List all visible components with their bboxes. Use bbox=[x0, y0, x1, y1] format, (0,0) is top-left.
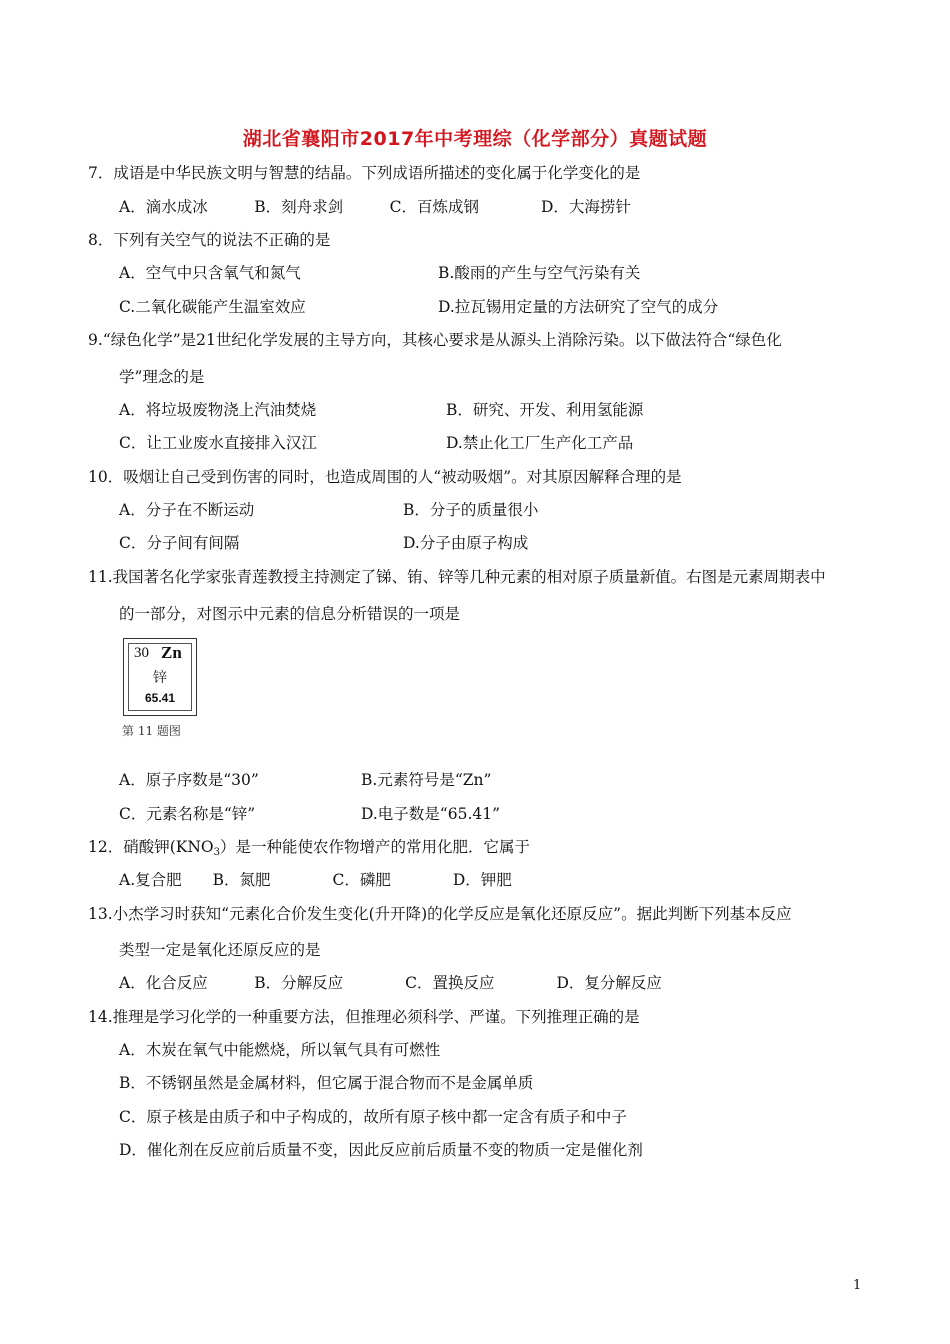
question-10-option-b: B．分子的质量很小 bbox=[403, 501, 539, 519]
question-14-option-a: A．木炭在氧气中能燃烧，所以氧气具有可燃性 bbox=[119, 1041, 441, 1059]
question-8-option-a: A．空气中只含氧气和氮气 bbox=[119, 264, 301, 282]
periodic-table-cell-figure bbox=[123, 638, 197, 716]
question-14-option-b: B．不锈钢虽然是金属材料，但它属于混合物而不是金属单质 bbox=[119, 1074, 534, 1092]
element-symbol: Zn bbox=[161, 643, 182, 662]
question-9-line-2: 学”理念的是 bbox=[119, 368, 205, 386]
page-title: 湖北省襄阳市2017年中考理综（化学部分）真题试题 bbox=[242, 128, 708, 150]
question-9-option-a: A．将垃圾废物浇上汽油焚烧 bbox=[119, 401, 317, 419]
question-11-option-b: B.元素符号是“Zn” bbox=[361, 771, 492, 789]
subscript: 3 bbox=[213, 847, 220, 858]
question-9-option-d: D.禁止化工厂生产化工产品 bbox=[446, 434, 634, 452]
figure-caption: 第 11 题图 bbox=[122, 724, 181, 738]
question-14-option-d: D．催化剂在反应前后质量不变，因此反应前后质量不变的物质一定是催化剂 bbox=[119, 1141, 643, 1159]
question-10-option-c: C．分子间有间隔 bbox=[119, 534, 240, 552]
question-8-option-b: B.酸雨的产生与空气污染有关 bbox=[438, 264, 641, 282]
question-7: 7．成语是中华民族文明与智慧的结晶。下列成语所描述的变化属于化学变化的是 bbox=[88, 164, 641, 182]
question-8-option-d: D.拉瓦锡用定量的方法研究了空气的成分 bbox=[438, 298, 719, 316]
question-11-option-a: A．原子序数是“30” bbox=[119, 771, 259, 789]
question-12-options: A.复合肥 B．氮肥 C．磷肥 D．钾肥 bbox=[119, 871, 512, 889]
question-13-options: A．化合反应 B．分解反应 C．置换反应 D．复分解反应 bbox=[119, 974, 662, 992]
element-name: 锌 bbox=[153, 670, 167, 686]
question-9-option-b: B．研究、开发、利用氢能源 bbox=[446, 401, 644, 419]
question-13-line-1: 13.小杰学习时获知“元素化合价发生变化(升开降)的化学反应是氧化还原反应”。据此判断下列基本反应 bbox=[88, 905, 792, 923]
question-7-options: A．滴水成冰 B．刻舟求剑 C．百炼成钢 D．大海捞针 bbox=[119, 198, 631, 216]
page-number: 1 bbox=[853, 1278, 862, 1293]
atomic-number: 30 bbox=[134, 645, 149, 661]
question-11-line-2: 的一部分，对图示中元素的信息分析错误的一项是 bbox=[119, 605, 461, 623]
atomic-mass: 65.41 bbox=[144, 691, 176, 705]
question-11-option-d: D.电子数是“65.41” bbox=[361, 805, 501, 823]
question-14-option-c: C．原子核是由质子和中子构成的，故所有原子核中都一定含有质子和中子 bbox=[119, 1108, 627, 1126]
question-10: 10．吸烟让自己受到伤害的同时，也造成周围的人“被动吸烟”。对其原因解释合理的是 bbox=[88, 468, 682, 486]
question-14: 14.推理是学习化学的一种重要方法，但推理必须科学、严谨。下列推理正确的是 bbox=[88, 1008, 640, 1026]
question-11-line-1: 11.我国著名化学家张青莲教授主持测定了锑、铕、锌等几种元素的相对原子质量新值。右图是元素周期表中 bbox=[88, 568, 826, 586]
question-9-line-1: 9.“绿色化学”是21世纪化学发展的主导方向，其核心要求是从源头上消除污染。以下做法符合“绿色化 bbox=[88, 331, 782, 349]
question-13-line-2: 类型一定是氧化还原反应的是 bbox=[119, 941, 321, 959]
question-10-option-d: D.分子由原子构成 bbox=[403, 534, 529, 552]
question-8-option-c: C.二氧化碳能产生温室效应 bbox=[119, 298, 306, 316]
question-12-text-post: ）是一种能使农作物增产的常用化肥．它属于 bbox=[220, 838, 531, 856]
question-12-text-pre: 12．硝酸钾(KNO bbox=[88, 838, 214, 856]
question-10-option-a: A．分子在不断运动 bbox=[119, 501, 255, 519]
question-8: 8．下列有关空气的说法不正确的是 bbox=[88, 231, 331, 249]
question-12 bbox=[88, 837, 530, 863]
question-11-option-c: C．元素名称是“锌” bbox=[119, 805, 256, 823]
question-9-option-c: C．让工业废水直接排入汉江 bbox=[119, 434, 317, 452]
